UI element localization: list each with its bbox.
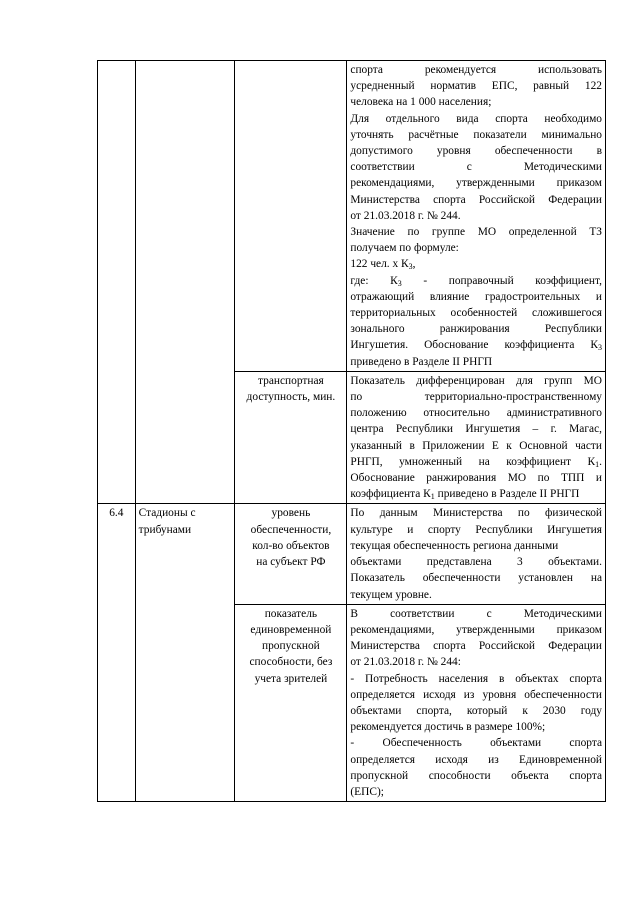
row-number-cell bbox=[98, 61, 136, 504]
justify-line bbox=[350, 337, 602, 353]
value-line: - Обеспеченность объектами спорта bbox=[350, 737, 602, 750]
value-cell bbox=[347, 504, 606, 604]
value-line: Министерства спорта Российской Федерации bbox=[350, 193, 602, 206]
value-line: Значение по группе МО определенной ТЗ bbox=[350, 226, 602, 239]
where-subscript: 3 bbox=[397, 278, 402, 288]
value-line: положению относительно административного bbox=[350, 407, 602, 420]
where-text: где: К bbox=[350, 274, 398, 287]
indicator-line: кол-во объектов bbox=[252, 539, 330, 552]
indicator-line: транспортная bbox=[258, 374, 324, 387]
k1-text: РНГП, умноженный на коэффициент К bbox=[350, 455, 596, 468]
value-line: рекомендациями, утвержденными приказом bbox=[350, 177, 602, 190]
value-line: уточнять расчётные показатели минимально bbox=[350, 128, 602, 141]
indicator-line: учета зрителей bbox=[254, 672, 328, 685]
row-name-cell bbox=[135, 61, 235, 504]
indicator-line: доступность, мин. bbox=[246, 391, 336, 404]
indicator-line: пропускной bbox=[262, 640, 320, 653]
value-line: объектами представлена 3 объектами. bbox=[350, 556, 602, 569]
value-line: пропускной способности объекта спорта bbox=[350, 769, 602, 782]
justify-text: Ингушетия. Обоснование коэффициента К bbox=[350, 339, 598, 352]
indicator-cell bbox=[235, 504, 347, 604]
value-line: - Потребность населения в объектах спорта bbox=[350, 672, 602, 685]
value-line: указанный в Приложении Е к Основной части bbox=[350, 439, 602, 452]
value-line: Обоснование ранжирования МО по ТПП и bbox=[350, 472, 602, 485]
value-line: спорта рекомендуется использовать bbox=[350, 64, 602, 76]
formula-line bbox=[350, 256, 602, 272]
value-line: рекомендуется достичь в размере 100%; bbox=[350, 721, 546, 734]
indicator-line: единовременной bbox=[250, 623, 332, 636]
value-line: допустимого уровня обеспеченности в bbox=[350, 145, 602, 158]
value-line: получаем по формуле: bbox=[350, 242, 459, 255]
value-line: определяется исходя из Единовременной bbox=[350, 753, 602, 766]
indicator-line: показатель bbox=[264, 607, 318, 620]
name-line: трибунами bbox=[138, 523, 192, 536]
name-line: Стадионы с bbox=[138, 507, 196, 520]
value-line: от 21.03.2018 г. № 244: bbox=[350, 656, 461, 669]
row-number-cell: 6.4 bbox=[98, 504, 136, 802]
value-line: от 21.03.2018 г. № 244. bbox=[350, 209, 461, 222]
value-line: определяется исходя из уровня обеспеченности bbox=[350, 688, 602, 701]
value-line: усредненный норматив ЕПС, равный 122 bbox=[350, 80, 602, 93]
value-line: Для отдельного вида спорта необходимо bbox=[350, 112, 602, 125]
indicator-cell bbox=[235, 371, 347, 504]
indicator-line: на субъект РФ bbox=[256, 556, 326, 569]
k1b-line bbox=[350, 486, 602, 502]
formula-text: 122 чел. х К bbox=[350, 258, 409, 271]
value-cell bbox=[347, 371, 606, 504]
indicator-cell bbox=[235, 61, 347, 372]
where-line bbox=[350, 273, 602, 289]
value-cell bbox=[347, 604, 606, 801]
indicator-line: способности, без bbox=[249, 656, 333, 669]
indicator-line: уровень bbox=[271, 507, 311, 520]
value-line: (ЕПС); bbox=[350, 785, 384, 798]
k1-tail: . bbox=[599, 455, 602, 468]
norms-table bbox=[97, 60, 606, 802]
k1b-text: коэффициента К bbox=[350, 488, 431, 501]
formula-subscript: 3 bbox=[408, 262, 413, 272]
value-line: В соответствии с Методическими bbox=[350, 607, 602, 620]
value-line: объектами спорта, который к 2030 году bbox=[350, 704, 602, 717]
table-row-continued-1 bbox=[98, 61, 606, 372]
k1-line bbox=[350, 454, 602, 470]
value-line: человека на 1 000 населения; bbox=[350, 96, 492, 109]
value-line: отражающий влияние градостроительных и bbox=[350, 290, 602, 303]
value-line: по территориально-пространственному bbox=[350, 391, 602, 404]
value-line: текущем уровне. bbox=[350, 588, 432, 601]
value-line: текущая обеспеченность региона данными bbox=[350, 539, 559, 552]
table-row-6-4-a bbox=[98, 504, 606, 604]
row-name-cell bbox=[135, 504, 235, 802]
formula-tail: , bbox=[412, 258, 416, 271]
value-line: приведено в Разделе II РНГП bbox=[350, 355, 493, 368]
value-line: рекомендациями, утвержденными приказом bbox=[350, 623, 602, 636]
value-line: соответствии с Методическими bbox=[350, 161, 602, 174]
k1b-subscript: 1 bbox=[430, 492, 435, 502]
value-line: Показатель дифференцирован для групп МО bbox=[350, 374, 602, 387]
value-line: культуре и спорту Республики Ингушетия bbox=[350, 523, 602, 536]
indicator-line: обеспеченности, bbox=[250, 523, 332, 536]
value-line: По данным Министерства по физической bbox=[350, 507, 602, 520]
k1-subscript: 1 bbox=[595, 459, 600, 469]
value-line: территориальных особенностей сложившегося bbox=[350, 307, 602, 320]
value-cell bbox=[347, 61, 606, 372]
value-line: Показатель обеспеченности установлен на bbox=[350, 572, 602, 585]
indicator-cell bbox=[235, 604, 347, 801]
value-line: Министерства спорта Российской Федерации bbox=[350, 640, 602, 653]
where-tail: - поправочный коэффициент, bbox=[401, 274, 602, 287]
justify-subscript: 3 bbox=[598, 343, 602, 353]
value-line: зонального ранжирования Республики bbox=[350, 323, 602, 336]
k1b-tail: приведено в Разделе II РНГП bbox=[434, 488, 580, 501]
value-line: центра Республики Ингушетия – г. Магас, bbox=[350, 423, 602, 436]
